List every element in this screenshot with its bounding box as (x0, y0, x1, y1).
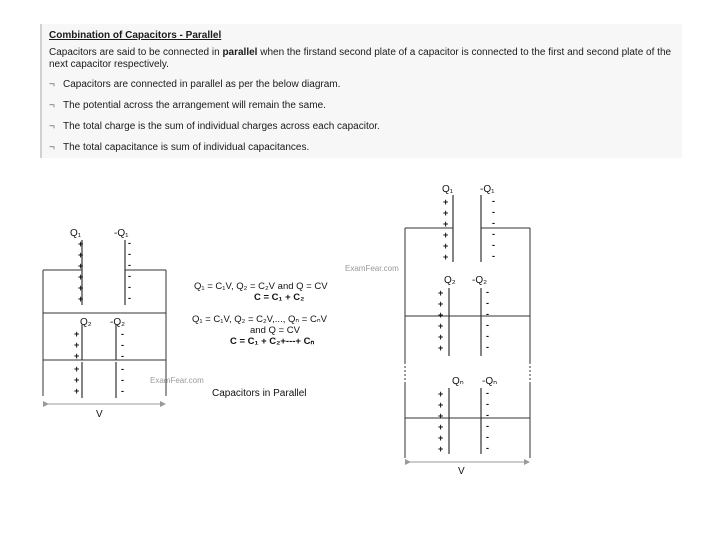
plus-sign: + (438, 400, 444, 410)
minus-sign: - (492, 229, 495, 239)
plus-sign: + (438, 444, 444, 454)
plus-sign: + (438, 332, 444, 342)
minus-sign: - (128, 293, 131, 303)
plus-sign: + (443, 208, 449, 218)
plus-sign: + (438, 321, 444, 331)
voltage-label: V (96, 409, 103, 420)
plus-sign: + (78, 283, 84, 293)
plus-sign: + (443, 241, 449, 251)
charge-label-q1: Q₁ (70, 228, 82, 239)
equation-line: and Q = CV (250, 325, 300, 336)
minus-sign: - (486, 331, 489, 341)
minus-sign: - (492, 240, 495, 250)
bullet-marker-icon: ¬ (49, 79, 55, 90)
plus-sign: + (74, 364, 80, 374)
bullet-text: Capacitors are connected in parallel as per the below diagram. (63, 79, 341, 90)
minus-sign: - (128, 260, 131, 270)
minus-sign: - (486, 399, 489, 409)
minus-sign: - (492, 196, 495, 206)
plus-sign: + (78, 250, 84, 260)
plus-sign: + (78, 239, 84, 249)
bullet-marker-icon: ¬ (49, 142, 55, 153)
charge-label-neg-q1: -Q₁ (480, 184, 495, 195)
minus-sign: - (486, 443, 489, 453)
minus-sign: - (128, 282, 131, 292)
minus-sign: - (128, 249, 131, 259)
plus-sign: + (443, 197, 449, 207)
plus-sign: + (438, 343, 444, 353)
charge-label-qn: Qₙ (452, 376, 464, 387)
bullet-marker-icon: ¬ (49, 121, 55, 132)
watermark: ExamFear.com (345, 264, 399, 273)
intro-bold: parallel (222, 47, 258, 58)
plus-sign: + (438, 422, 444, 432)
minus-sign: - (486, 287, 489, 297)
bullet-text: The potential across the arrangement will remain the same. (63, 100, 326, 111)
plus-sign: + (74, 375, 80, 385)
plus-sign: + (438, 310, 444, 320)
bullet-text: The total charge is the sum of individual charges across each capacitor. (63, 121, 380, 132)
plus-sign: + (438, 299, 444, 309)
minus-sign: - (121, 329, 124, 339)
minus-sign: - (486, 342, 489, 352)
minus-sign: - (121, 351, 124, 361)
minus-sign: - (128, 271, 131, 281)
plus-sign: + (443, 252, 449, 262)
minus-sign: - (486, 432, 489, 442)
minus-sign: - (486, 410, 489, 420)
intro-prefix: Capacitors are said to be connected in (49, 47, 223, 58)
minus-sign: - (492, 218, 495, 228)
minus-sign: - (121, 340, 124, 350)
equations-block (192, 281, 328, 347)
plus-sign: + (78, 294, 84, 304)
bullet-marker-icon: ¬ (49, 100, 55, 111)
charge-label-q2: Q₂ (444, 275, 456, 286)
minus-sign: - (486, 298, 489, 308)
minus-sign: - (486, 421, 489, 431)
plus-sign: + (443, 230, 449, 240)
plus-sign: + (78, 272, 84, 282)
minus-sign: - (486, 309, 489, 319)
equation-line: Q₁ = C₁V, Q₂ = C₂V and Q = CV (194, 281, 328, 292)
equation-result: C = C₁ + C₂+---+ Cₙ (230, 336, 315, 347)
minus-sign: - (121, 375, 124, 385)
right-circuit-diagram (405, 195, 530, 462)
minus-sign: - (121, 364, 124, 374)
plus-sign: + (438, 389, 444, 399)
charge-label-neg-qn: -Qₙ (482, 376, 498, 387)
plus-sign: + (438, 411, 444, 421)
left-circuit-diagram (43, 240, 166, 404)
charge-label-neg-q1: -Q₁ (114, 228, 129, 239)
equation-result: C = C₁ + C₂ (254, 292, 305, 303)
minus-sign: - (492, 207, 495, 217)
section-title: Combination of Capacitors - Parallel (49, 30, 222, 41)
intro-suffix: when the firstand second plate of a capacitor is connected to the first and second plate of the next capacitor respectively. (49, 47, 672, 70)
charge-label-q1: Q₁ (442, 184, 454, 195)
minus-sign: - (121, 386, 124, 396)
watermark: ExamFear.com (150, 376, 204, 385)
charge-label-neg-q2: -Q₂ (110, 317, 125, 328)
plus-sign: + (74, 386, 80, 396)
minus-sign: - (486, 388, 489, 398)
equation-line: Q₁ = C₁V, Q₂ = C₂V,..., Qₙ = CₙV (192, 314, 327, 325)
right-plate-signs (438, 196, 498, 454)
plus-sign: + (74, 340, 80, 350)
diagram-caption: Capacitors in Parallel (212, 388, 307, 399)
plus-sign: + (74, 329, 80, 339)
bullet-text: The total capacitance is sum of individual capacitances. (63, 142, 310, 153)
charge-label-q2: Q₂ (80, 317, 92, 328)
plus-sign: + (74, 351, 80, 361)
charge-label-neg-q2: -Q₂ (472, 275, 487, 286)
plus-sign: + (78, 261, 84, 271)
minus-sign: - (486, 320, 489, 330)
plus-sign: + (443, 219, 449, 229)
minus-sign: - (128, 238, 131, 248)
plus-sign: + (438, 433, 444, 443)
minus-sign: - (492, 251, 495, 261)
voltage-label: V (458, 466, 465, 477)
plus-sign: + (438, 288, 444, 298)
